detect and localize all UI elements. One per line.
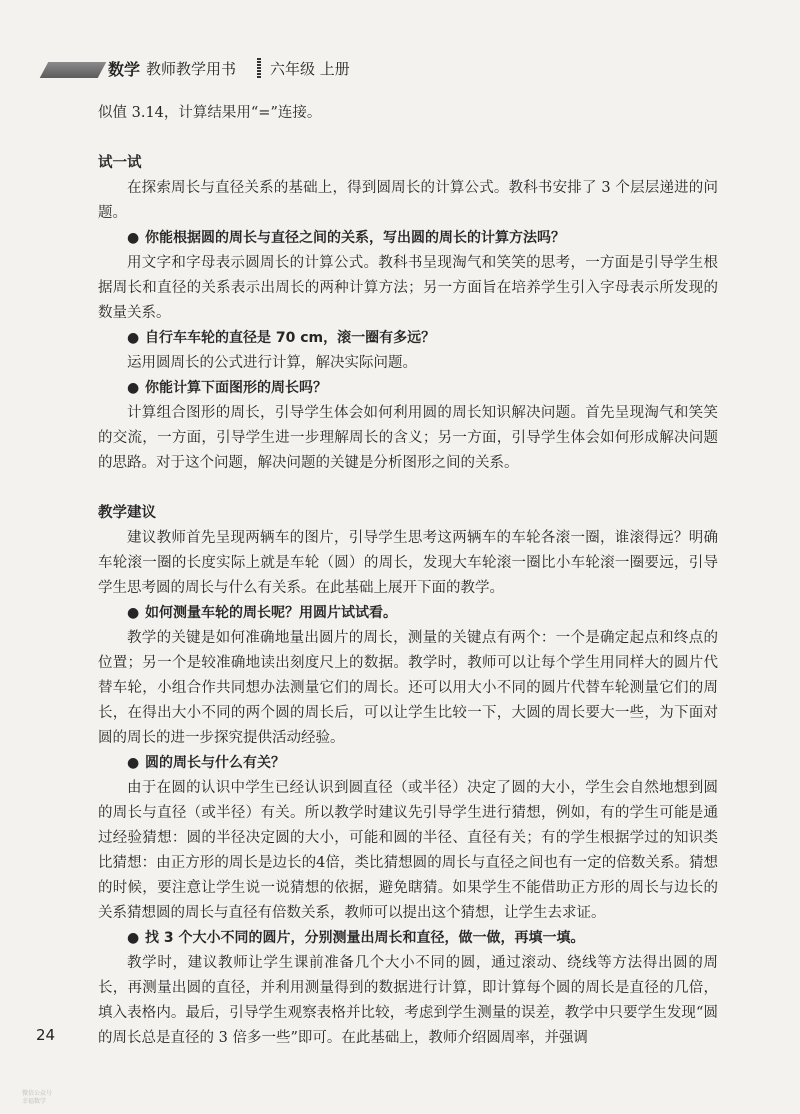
question-text: 找 3 个大小不同的圆片，分别测量出周长和直径，做一做，再填一填。 [145,930,585,946]
question-text: 如何测量车轮的周长呢？用圆片试试看。 [145,605,397,621]
bullet-question [98,226,718,251]
bullet-icon: ● [127,380,140,396]
paragraph: 教学时，建议教师让学生课前准备几个大小不同的圆，通过滚动、绕线等方法得出圆的周长，再测量出圆的直径，并利用测量得到的数据进行计算，即计算每个圆的周长是直径的几倍，填入表格内。最后，引导学生观察表格并比较，考虑到学生测量的误差，教学中只要学生发现“圆的周长总是直径的 3 倍多一些”即可。在此基础上，教师介绍圆周率，并强调 [98,955,718,1046]
page-number: 24 [36,1026,56,1044]
header-subtitle: 教师教学用书 [146,60,237,78]
question-text: 你能根据圆的周长与直径之间的关系，写出圆的周长的计算方法吗？ [145,230,565,246]
section-title-suggestions: 教学建议 [98,505,156,521]
bullet-icon: ● [127,605,140,621]
bullet-question [98,751,718,776]
question-text: 你能计算下面图形的周长吗？ [145,380,327,396]
paragraph: 用文字和字母表示圆周长的计算公式。教科书呈现淘气和笑笑的思考，一方面是引导学生根据周长和直径的关系表示出周长的两种计算方法；另一方面旨在培养学生引入字母表示所发现的数量关系。 [98,255,718,321]
page-content [98,101,718,1051]
bullet-icon: ● [127,230,140,246]
header-divider [257,58,261,78]
paragraph: 建议教师首先呈现两辆车的图片，引导学生思考这两辆车的车轮各滚一圈，谁滚得远？明确车轮滚一圈的长度实际上就是车轮（圆）的周长，发现大车轮滚一圈比小车轮滚一圈要远，引导学生思考圆的周长与什么有关系。在此基础上展开下面的教学。 [98,530,718,596]
bullet-question [98,326,718,351]
header-decoration-bar [40,62,107,78]
section-title-try: 试一试 [98,155,142,171]
bullet-icon: ● [127,330,140,346]
bullet-question [98,601,718,626]
bullet-question [98,926,718,951]
header-title: 数学 [108,60,141,79]
paragraph: 由于在圆的认识中学生已经认识到圆直径（或半径）决定了圆的大小，学生会自然地想到圆的周长与直径（或半径）有关。所以教学时建议先引导学生进行猜想，例如，有的学生可能是通过经验猜想：圆的半径决定圆的大小，可能和圆的半径、直径有关；有的学生根据学过的知识类比猜想：由正方形的周长是边长的4倍，类比猜想圆的周长与直径之间也有一定的倍数关系。猜想的时候，要注意让学生说一说猜想的依据，避免瞎猜。如果学生不能借助正方形的周长与边长的关系猜想圆的周长与直径有倍数关系，教师可以提出这个猜想，让学生去求证。 [98,780,718,921]
bullet-icon: ● [127,755,140,771]
paragraph: 在探索周长与直径关系的基础上，得到圆周长的计算公式。教科书安排了 3 个层层递进的问题。 [98,180,718,221]
header-grade: 六年级 上册 [270,60,350,78]
paragraph: 运用圆周长的公式进行计算，解决实际问题。 [127,355,417,371]
intro-line: 似值 3.14，计算结果用“=”连接。 [98,105,322,121]
question-text: 圆的周长与什么有关？ [145,755,285,771]
paragraph: 教学的关键是如何准确地量出圆片的周长，测量的关键点有两个：一个是确定起点和终点的位置；另一个是较准确地读出刻度尺上的数据。教学时，教师可以让每个学生用同样大的圆片代替车轮，小组合作共同想办法测量它们的周长。还可以用大小不同的圆片代替车轮测量它们的周长，在得出大小不同的两个圆的周长后，可以让学生比较一下，大圆的周长要大一些，为下面对圆的周长的进一步探究提供活动经验。 [98,630,718,746]
bullet-icon: ● [127,930,140,946]
watermark: 微信公众号 幸福数学 [22,1090,53,1105]
question-text: 自行车车轮的直径是 70 cm，滚一圈有多远？ [145,330,436,346]
bullet-question [98,376,718,401]
paragraph: 计算组合图形的周长，引导学生体会如何利用圆的周长知识解决问题。首先呈现淘气和笑笑的交流，一方面，引导学生进一步理解周长的含义；另一方面，引导学生体会如何形成解决问题的思路。对于这个问题，解决问题的关键是分析图形之间的关系。 [98,405,718,471]
